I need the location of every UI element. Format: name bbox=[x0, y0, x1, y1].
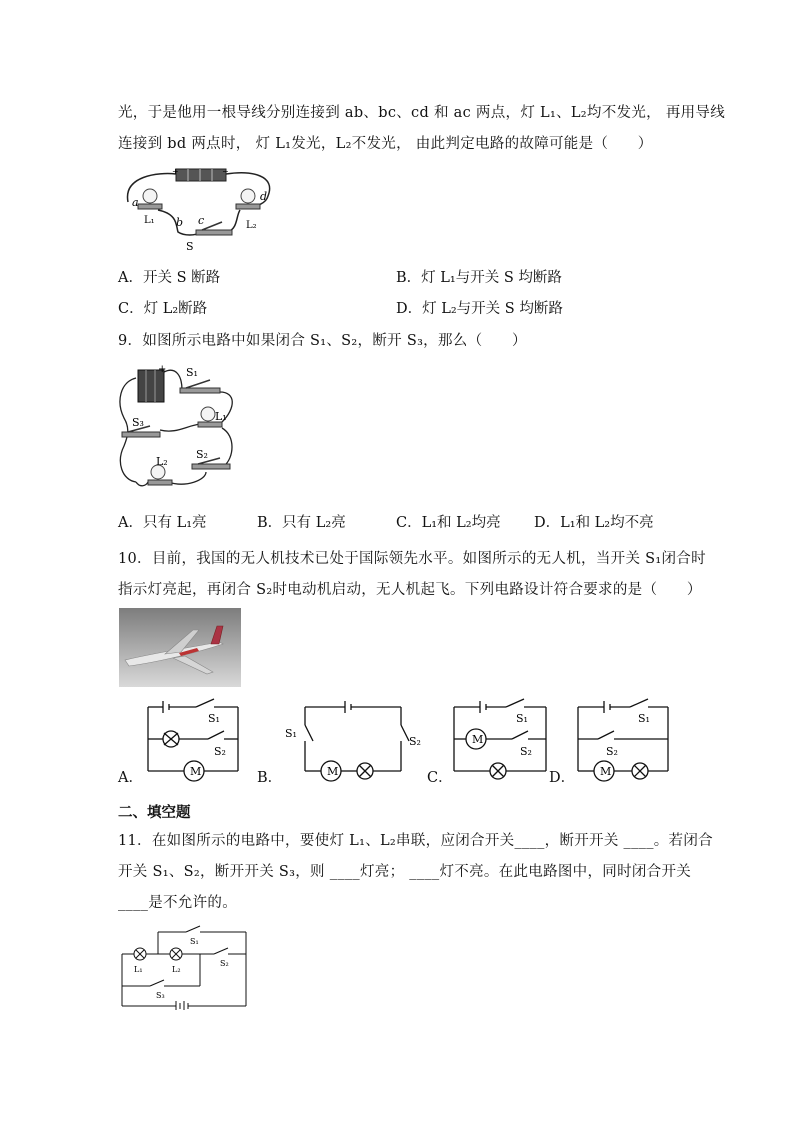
switch-s1-icon bbox=[630, 699, 648, 707]
q9-option-c[interactable]: C．L₁和 L₂均亮 bbox=[396, 515, 501, 531]
svg-text:S₁: S₁ bbox=[285, 727, 297, 740]
switch-s1-icon bbox=[506, 699, 524, 707]
svg-text:S₂: S₂ bbox=[606, 745, 618, 758]
q11-stem-line1: 11．在如图所示的电路中，要使灯 L₁、L₂串联，应闭合开关____，断开开关 ____。若闭合 bbox=[118, 833, 713, 849]
q10-stem-line2: 指示灯亮起，再闭合 S₂时电动机启动，无人机起飞。下列电路设计符合要求的是（ ） bbox=[118, 582, 702, 598]
svg-text:d: d bbox=[260, 190, 268, 203]
circuit-c[interactable] bbox=[442, 695, 562, 785]
q11-stem-line2: 开关 S₁、S₂，断开开关 S₃，则 ____灯亮； ____灯不亮。在此电路图中，同时闭合开关 bbox=[118, 864, 692, 880]
q10-stem-line1: 10．目前，我国的无人机技术已处于国际领先水平。如图所示的无人机，当开关 S₁闭合时 bbox=[118, 551, 706, 567]
q9-option-a[interactable]: A．只有 L₁亮 bbox=[118, 515, 207, 531]
q8-option-a[interactable]: A．开关 S 断路 bbox=[118, 270, 221, 286]
q11-stem-line3: ____是不允许的。 bbox=[118, 895, 237, 911]
svg-text:M: M bbox=[472, 733, 484, 746]
svg-text:a: a bbox=[132, 196, 139, 209]
svg-text:S₃: S₃ bbox=[132, 416, 144, 429]
battery-icon bbox=[176, 169, 226, 181]
switch-s2-icon bbox=[598, 731, 614, 739]
svg-text:L₂: L₂ bbox=[156, 455, 168, 468]
svg-text:L₂: L₂ bbox=[246, 220, 257, 231]
switch-s1-icon bbox=[186, 926, 200, 932]
switch-s-icon bbox=[196, 230, 232, 235]
q8-stem-line2: 连接到 bd 两点时， 灯 L₁发光，L₂不发光， 由此判定电路的故障可能是（ ） bbox=[118, 136, 653, 152]
svg-text:S₂: S₂ bbox=[409, 735, 421, 748]
section-title: 二、填空题 bbox=[118, 804, 191, 821]
svg-text:S₁: S₁ bbox=[208, 712, 220, 725]
svg-text:S₁: S₁ bbox=[186, 366, 198, 379]
switch-s1-icon bbox=[305, 725, 313, 741]
svg-text:S₃: S₃ bbox=[156, 991, 165, 1000]
bulb-l2-icon bbox=[241, 189, 255, 203]
switch-s2-icon bbox=[208, 731, 224, 739]
circuit-b-label[interactable]: B． bbox=[257, 770, 283, 786]
svg-text:+: + bbox=[172, 167, 179, 176]
circuit-c-label[interactable]: C． bbox=[427, 770, 453, 786]
q8-option-d[interactable]: D．灯 L₂与开关 S 均断路 bbox=[396, 301, 563, 317]
svg-text:S₂: S₂ bbox=[214, 745, 226, 758]
svg-text:S₁: S₁ bbox=[516, 712, 528, 725]
switch-s2-icon bbox=[192, 464, 230, 469]
svg-text:M: M bbox=[327, 765, 339, 778]
svg-text:S₂: S₂ bbox=[220, 959, 229, 968]
q9-circuit-figure bbox=[116, 362, 241, 492]
q8-option-c[interactable]: C．灯 L₂断路 bbox=[118, 301, 208, 317]
circuit-d-label[interactable]: D． bbox=[549, 770, 576, 786]
svg-text:S: S bbox=[186, 240, 194, 253]
switch-s2-icon bbox=[214, 948, 228, 954]
q9-option-d[interactable]: D．L₁和 L₂均不亮 bbox=[534, 515, 654, 531]
circuit-d[interactable] bbox=[568, 695, 680, 785]
bulb-l1-icon bbox=[201, 407, 215, 421]
svg-text:L₁: L₁ bbox=[215, 410, 227, 423]
svg-text:S₁: S₁ bbox=[638, 712, 650, 725]
svg-text:M: M bbox=[600, 765, 612, 778]
svg-text:S₂: S₂ bbox=[196, 448, 208, 461]
svg-text:L₁: L₁ bbox=[134, 965, 143, 974]
circuit-a-label[interactable]: A． bbox=[118, 770, 143, 786]
q11-circuit-figure bbox=[118, 924, 252, 1010]
switch-s1-icon bbox=[196, 699, 214, 707]
switch-s3-icon bbox=[150, 980, 164, 986]
switch-s2-icon bbox=[401, 725, 409, 741]
svg-text:L₁: L₁ bbox=[144, 215, 155, 226]
q8-circuit-figure bbox=[118, 166, 278, 256]
svg-text:b: b bbox=[176, 216, 184, 229]
svg-text:S₁: S₁ bbox=[190, 937, 199, 946]
svg-text:−: − bbox=[222, 167, 229, 176]
q9-option-b[interactable]: B．只有 L₂亮 bbox=[257, 515, 346, 531]
switch-s3-icon bbox=[122, 432, 160, 437]
svg-text:L₂: L₂ bbox=[172, 965, 181, 974]
bulb-l1-icon bbox=[143, 189, 157, 203]
q9-stem: 9．如图所示电路中如果闭合 S₁、S₂，断开 S₃，那么（ ） bbox=[118, 333, 527, 349]
svg-text:c: c bbox=[198, 214, 205, 227]
svg-text:M: M bbox=[190, 765, 202, 778]
svg-text:+: + bbox=[158, 364, 167, 375]
switch-s2-icon bbox=[512, 731, 528, 739]
q8-stem-line1: 光，于是他用一根导线分别连接到 ab、bc、cd 和 ac 两点，灯 L₁、L₂均不发光， 再用导线 bbox=[118, 105, 726, 121]
q8-option-b[interactable]: B．灯 L₁与开关 S 均断路 bbox=[396, 270, 562, 286]
svg-text:S₂: S₂ bbox=[520, 745, 532, 758]
switch-s1-icon bbox=[180, 388, 220, 393]
drone-photo bbox=[119, 608, 241, 687]
circuit-b[interactable] bbox=[275, 693, 425, 785]
